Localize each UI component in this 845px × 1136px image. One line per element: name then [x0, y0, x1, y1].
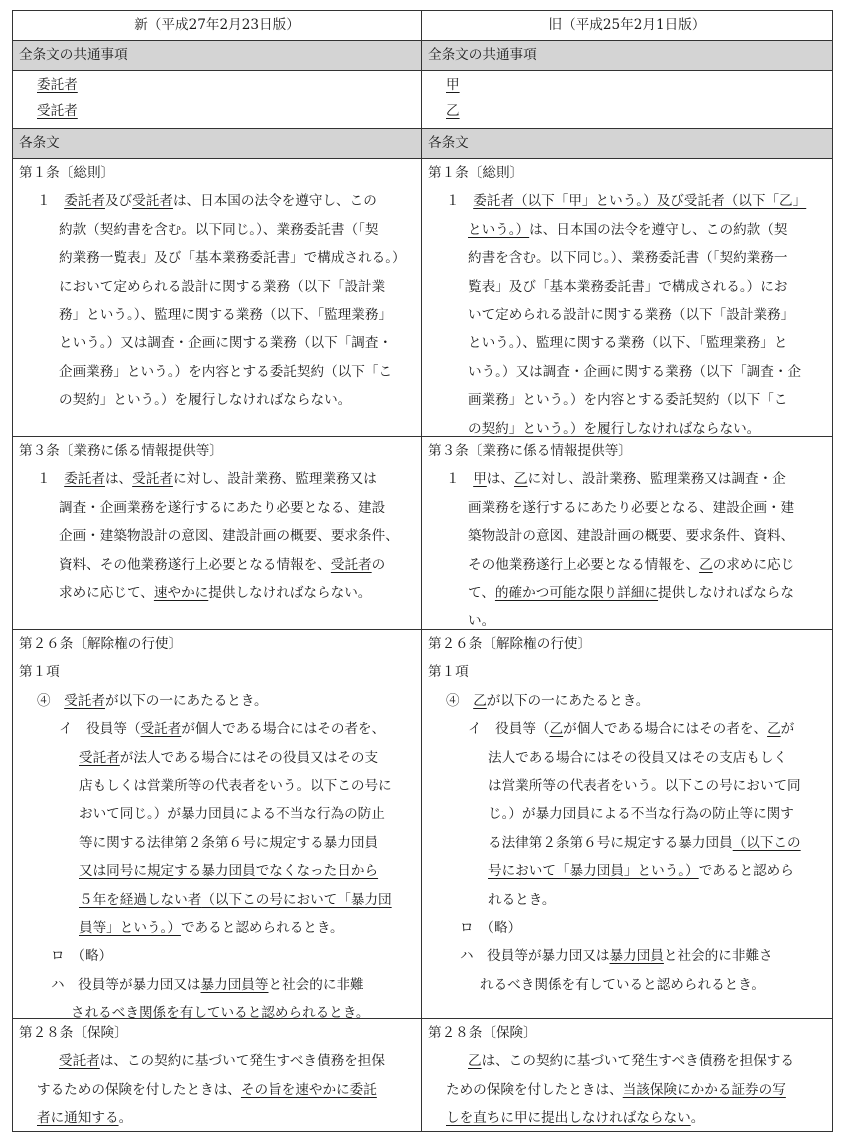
text-art26-old-i-l1-d: 乙	[767, 721, 781, 738]
text-art3-old-l5-c: 提供しなければならな	[658, 584, 794, 601]
text-art26-new-i-l1-c: が個人である場合にはその者を、	[181, 721, 386, 738]
text-art26-new-item-a: 受託者	[64, 692, 105, 709]
text-art26-old-item-a: 乙	[473, 692, 487, 709]
text-art26-new-i-l4: おいて同じ。）が暴力団員による不当な行為の防止	[79, 806, 385, 823]
text-art26-new-i-l8-a: 員等」という。）	[79, 919, 181, 936]
text-art3-new-l2: 調査・企画業務を遂行するにあたり必要となる、建設	[59, 499, 386, 516]
article-3-title-old: 第３条〔業務に係る情報提供等〕	[428, 443, 632, 459]
text-art3-old-l1-a: 甲	[473, 471, 487, 488]
article-3-old	[421, 437, 832, 629]
text-line	[19, 71, 415, 99]
text-art3-old-l1-d: に対し、設計業務、監理業務又は調査・企	[527, 471, 786, 488]
text-art3-old-l1-c: 乙	[513, 471, 528, 488]
text-art3-new-l1-c: 受託者	[132, 471, 173, 488]
text-line	[19, 551, 415, 579]
text-art1-old-l6: という。）、監理に関する業務（以下、「監理業務」と	[468, 335, 788, 352]
text-line	[428, 551, 826, 579]
text-art3-old-l4-c: の求めに応じ	[712, 556, 795, 573]
text-art1-new-l6: という。）又は調査・企画に関する業務（以下「調査・	[59, 335, 393, 352]
article-26-title-new: 第２６条〔解除権の行使〕	[19, 636, 183, 652]
text-art28-old-l2-a: ための保険を付したときは、	[446, 1081, 623, 1098]
common-heading-old: 全条文の共通事項	[421, 41, 832, 70]
text-art1-new-l1-num: １	[37, 193, 51, 210]
each-heading-new: 各条文	[13, 129, 421, 158]
text-art3-new-l3: 企画・建築物設計の意図、建設計画の概要、要求条件、	[59, 528, 399, 545]
text-art3-old-l3: 築物設計の意図、建設計画の概要、要求条件、資料、	[468, 528, 795, 545]
text-art26-new-ha-l2: されるべき関係を有していると認められるとき。	[71, 1005, 370, 1022]
text-art1-old-l8: 画業務」という。）を内容とする委託契約（以下「こ	[468, 392, 788, 409]
text-art1-old-l3: 約書を含む。以下同じ。）、業務委託書（「契約業務一	[468, 250, 788, 267]
text-art26-new-item-b: が以下の一にあたるとき。	[104, 692, 268, 709]
text-art26-old-ro: ロ （略）	[460, 919, 522, 936]
article-3-title-new: 第３条〔業務に係る情報提供等〕	[19, 443, 223, 459]
article-3-row	[12, 437, 833, 630]
article-26-old	[421, 630, 832, 1018]
text-line	[19, 99, 415, 125]
common-heading-row	[12, 41, 833, 71]
text-art3-new-l1-b: は、	[104, 471, 133, 488]
text-art28-new-l2-b: その旨を速やかに委託	[240, 1081, 377, 1098]
each-heading-row	[12, 129, 833, 159]
text-art28-new-l3-b: 。	[118, 1110, 133, 1127]
article-1-title-new: 第１条〔総則〕	[19, 165, 115, 181]
text-art3-old-l1-num: １	[446, 471, 460, 488]
header-new: 新（平成27年2月23日版）	[134, 17, 300, 33]
text-line	[19, 1104, 415, 1132]
article-1-title-old: 第１条〔総則〕	[428, 165, 524, 181]
text-art26-new-i-l1-b: 受託者	[140, 721, 182, 738]
text-art26-new-i-l8-b: であると認められるとき。	[180, 919, 344, 936]
article-26-para-new: 第１項	[19, 664, 60, 681]
text-art26-old-i-l5-a: る法律第２条第６号に規定する暴力団員	[488, 834, 733, 851]
text-line	[428, 216, 826, 244]
text-art1-new-l3: 約業務一覧表」及び「基本業務委託書」で構成される。）	[59, 250, 406, 267]
text-art3-old-l4-a: その他業務遂行上必要となる情報を、	[468, 556, 700, 573]
article-28-new	[13, 1019, 421, 1131]
text-art1-new-l5: 務」という。）、監理に関する業務（以下、「監理業務」	[59, 306, 393, 323]
text-art1-new-l2: 約款（契約書を含む。以下同じ。）、業務委託書（「契	[59, 221, 379, 238]
text-art26-old-ha-l1-b: 暴力団員	[609, 948, 664, 965]
text-art28-new-l3-a: 者に通知する	[37, 1110, 119, 1127]
text-line	[428, 71, 826, 99]
text-line	[428, 187, 826, 215]
text-art28-old-l3-a: しを直ちに甲に提出しなければならない	[446, 1110, 691, 1127]
text-art3-new-l4-a: 資料、その他業務遂行上必要となる情報を、	[59, 556, 331, 573]
common-body-old	[421, 71, 832, 128]
text-art3-old-l5-a: て、	[468, 584, 495, 601]
article-3-new	[13, 437, 421, 629]
text-art3-old-l1-b: は、	[486, 471, 514, 488]
text-art26-old-ha-l1-c: と社会的に非難さ	[663, 948, 773, 965]
text-art26-new-i-l3: 店もしくは営業所等の代表者をいう。以下この号に	[79, 777, 392, 794]
text-line	[428, 715, 826, 743]
text-art26-new-i-l6: 又は同号に規定する暴力団員でなくなった日から	[79, 863, 379, 880]
text-art26-old-i-l6-a: 号において「暴力団員」という。）	[488, 863, 699, 880]
article-26-para-old: 第１項	[428, 664, 469, 681]
text-art1-old-l2-b: は、日本国の法令を遵守し、この約款（契	[529, 221, 788, 238]
text-art26-old-i-l6-b: であると認めら	[698, 863, 794, 880]
text-art26-new-ro: ロ （略）	[51, 948, 113, 965]
term-jutakusha: 受託者	[37, 103, 78, 120]
text-art3-old-l2: 画業務を遂行するにあたり必要となる、建設企画・建	[468, 499, 795, 516]
text-art3-new-l1-num: １	[37, 471, 51, 488]
text-line	[19, 579, 415, 607]
table-header-row	[12, 10, 833, 41]
text-art3-new-l1-a: 委託者	[64, 471, 105, 488]
term-ko: 甲	[446, 77, 460, 93]
text-line	[428, 1076, 826, 1104]
text-art26-old-i-l3: は営業所等の代表者をいう。以下この号において同	[488, 777, 801, 794]
article-28-old	[421, 1019, 832, 1131]
text-line	[428, 829, 826, 857]
article-26-title-old: 第２６条〔解除権の行使〕	[428, 636, 592, 652]
text-line	[428, 579, 826, 607]
text-art26-new-i-l2-b: が法人である場合にはその役員又はその支	[119, 749, 379, 766]
text-art1-old-l4: 覧表」及び「基本業務委託書」で構成される。）にお	[468, 278, 788, 295]
text-art26-new-i-l2-a: 受託者	[79, 749, 120, 766]
text-art1-new-l1-d: は、日本国の法令を遵守し、この	[172, 193, 377, 210]
text-art3-old-l4-b: 乙	[699, 556, 713, 573]
article-1-new	[13, 159, 421, 436]
text-art26-old-i-l1-a: イ 役員等（	[468, 721, 550, 738]
text-art1-new-l7: 企画業務」という。）を内容とする委託契約（以下「こ	[59, 363, 393, 380]
text-art28-old-l2-b: 当該保険にかかる証券の写	[622, 1081, 786, 1098]
article-28-title-new: 第２８条〔保険〕	[19, 1025, 128, 1041]
article-1-row	[12, 159, 833, 437]
text-line	[428, 99, 826, 125]
common-body-new	[13, 71, 421, 128]
text-art28-new-l1-b: は、この契約に基づいて発生すべき債務を担保	[99, 1053, 385, 1070]
text-art26-new-i-l1-a: イ 役員等（	[59, 721, 141, 738]
text-art26-new-ha-l1-a: ハ 役員等が暴力団又は	[51, 976, 201, 993]
text-art26-new-i-l5: 等に関する法律第２条第６号に規定する暴力団員	[79, 834, 379, 851]
text-art3-new-l5-c: 提供しなければならない。	[208, 584, 372, 601]
text-line	[428, 687, 826, 715]
text-line	[19, 465, 415, 493]
text-line	[428, 942, 826, 970]
text-art26-old-item-num: ④	[446, 692, 460, 709]
text-art1-old-l9: の契約」という。）を履行しなければならない。	[468, 420, 761, 437]
text-art1-new-l1-b: 及び	[104, 193, 133, 210]
article-26-new	[13, 630, 421, 1022]
article-28-title-old: 第２８条〔保険〕	[428, 1025, 537, 1041]
text-art26-new-i-l7-a: ５年を経過しない者	[79, 891, 202, 908]
text-art3-new-l4-b: 受託者	[330, 556, 372, 573]
text-art26-old-ha-l2: れるべき関係を有していると認められるとき。	[480, 976, 765, 993]
text-art28-new-l2-a: するための保険を付したときは、	[37, 1081, 241, 1098]
text-art28-old-l3-b: 。	[690, 1110, 705, 1127]
text-art26-old-ha-l1-a: ハ 役員等が暴力団又は	[460, 948, 610, 965]
text-art3-old-l5-b: 的確かつ可能な限り詳細に	[494, 584, 659, 601]
text-art26-old-i-l1-e: が	[780, 721, 795, 738]
text-art26-new-ha-l1-c: と社会的に非難	[268, 976, 364, 993]
text-art26-old-i-l5-b: （以下この	[732, 834, 801, 851]
text-line	[428, 1104, 826, 1132]
text-line	[428, 857, 826, 885]
text-art3-new-l4-c: の	[371, 556, 386, 573]
text-art3-new-l5-a: 求めに応じて、	[59, 584, 154, 601]
text-art26-old-i-l1-b: 乙	[549, 721, 564, 738]
text-art26-old-i-l1-c: が個人である場合にはその者を、	[563, 721, 768, 738]
text-art26-old-i-l7: れるとき。	[488, 891, 556, 908]
text-art28-old-l1-a: 乙	[468, 1053, 482, 1070]
text-art1-old-l1-num: １	[446, 193, 460, 210]
comparison-table	[12, 10, 833, 1132]
term-itakusha: 委託者	[37, 77, 78, 93]
text-line	[19, 187, 415, 215]
text-art1-old-l7: いう。）又は調査・企画に関する業務（以下「調査・企	[468, 363, 802, 380]
article-26-row	[12, 630, 833, 1022]
text-line	[19, 1076, 415, 1104]
text-art3-old-l6: い。	[468, 613, 496, 630]
article-1-old	[421, 159, 832, 436]
text-art3-new-l5-b: 速やかに	[153, 584, 209, 601]
common-heading-new: 全条文の共通事項	[13, 41, 421, 70]
text-line	[19, 1047, 415, 1075]
text-line	[19, 971, 415, 999]
text-line	[19, 715, 415, 743]
text-art26-old-i-l4: じ。）が暴力団員による不当な行為の防止等に関す	[488, 806, 794, 823]
text-line	[428, 1047, 826, 1075]
text-art26-old-item-b: が以下の一にあたるとき。	[486, 692, 650, 709]
text-art1-old-l2-a: という。）	[468, 221, 530, 238]
text-line	[19, 886, 415, 914]
text-art26-new-ha-l1-b: 暴力団員等	[200, 976, 269, 993]
text-art1-new-l8: の契約」という。）を履行しなければならない。	[59, 392, 352, 409]
header-old: 旧（平成25年2月1日版）	[421, 11, 832, 40]
common-body-row	[12, 71, 833, 129]
term-otsu: 乙	[446, 103, 460, 120]
text-line	[19, 914, 415, 942]
text-art1-new-l1-a: 委託者	[64, 193, 105, 210]
text-art28-old-l1-b: は、この契約に基づいて発生すべき債務を担保する	[481, 1053, 794, 1070]
text-art1-new-l4: において定められる設計に関する業務（以下「設計業	[59, 278, 386, 295]
text-art26-new-i-l7-b: （以下この号において「暴力団	[201, 891, 392, 908]
text-line	[19, 744, 415, 772]
text-art1-old-l5: いて定められる設計に関する業務（以下「設計業務」	[468, 306, 795, 323]
text-line	[19, 857, 415, 885]
text-art3-new-l1-d: に対し、設計業務、監理業務又は	[172, 471, 377, 488]
text-line	[19, 687, 415, 715]
text-art26-old-i-l2: 法人である場合にはその役員又はその支店もしく	[488, 749, 788, 766]
text-line	[428, 465, 826, 493]
article-28-row	[12, 1019, 833, 1132]
text-art1-old-l1-a: 委託者（以下「甲」という。）及び受託者（以下「乙」	[473, 193, 807, 210]
text-art26-new-item-num: ④	[37, 692, 51, 709]
text-art1-new-l1-c: 受託者	[132, 193, 173, 210]
text-art28-new-l1-a: 受託者	[59, 1053, 100, 1070]
each-heading-old: 各条文	[421, 129, 832, 158]
